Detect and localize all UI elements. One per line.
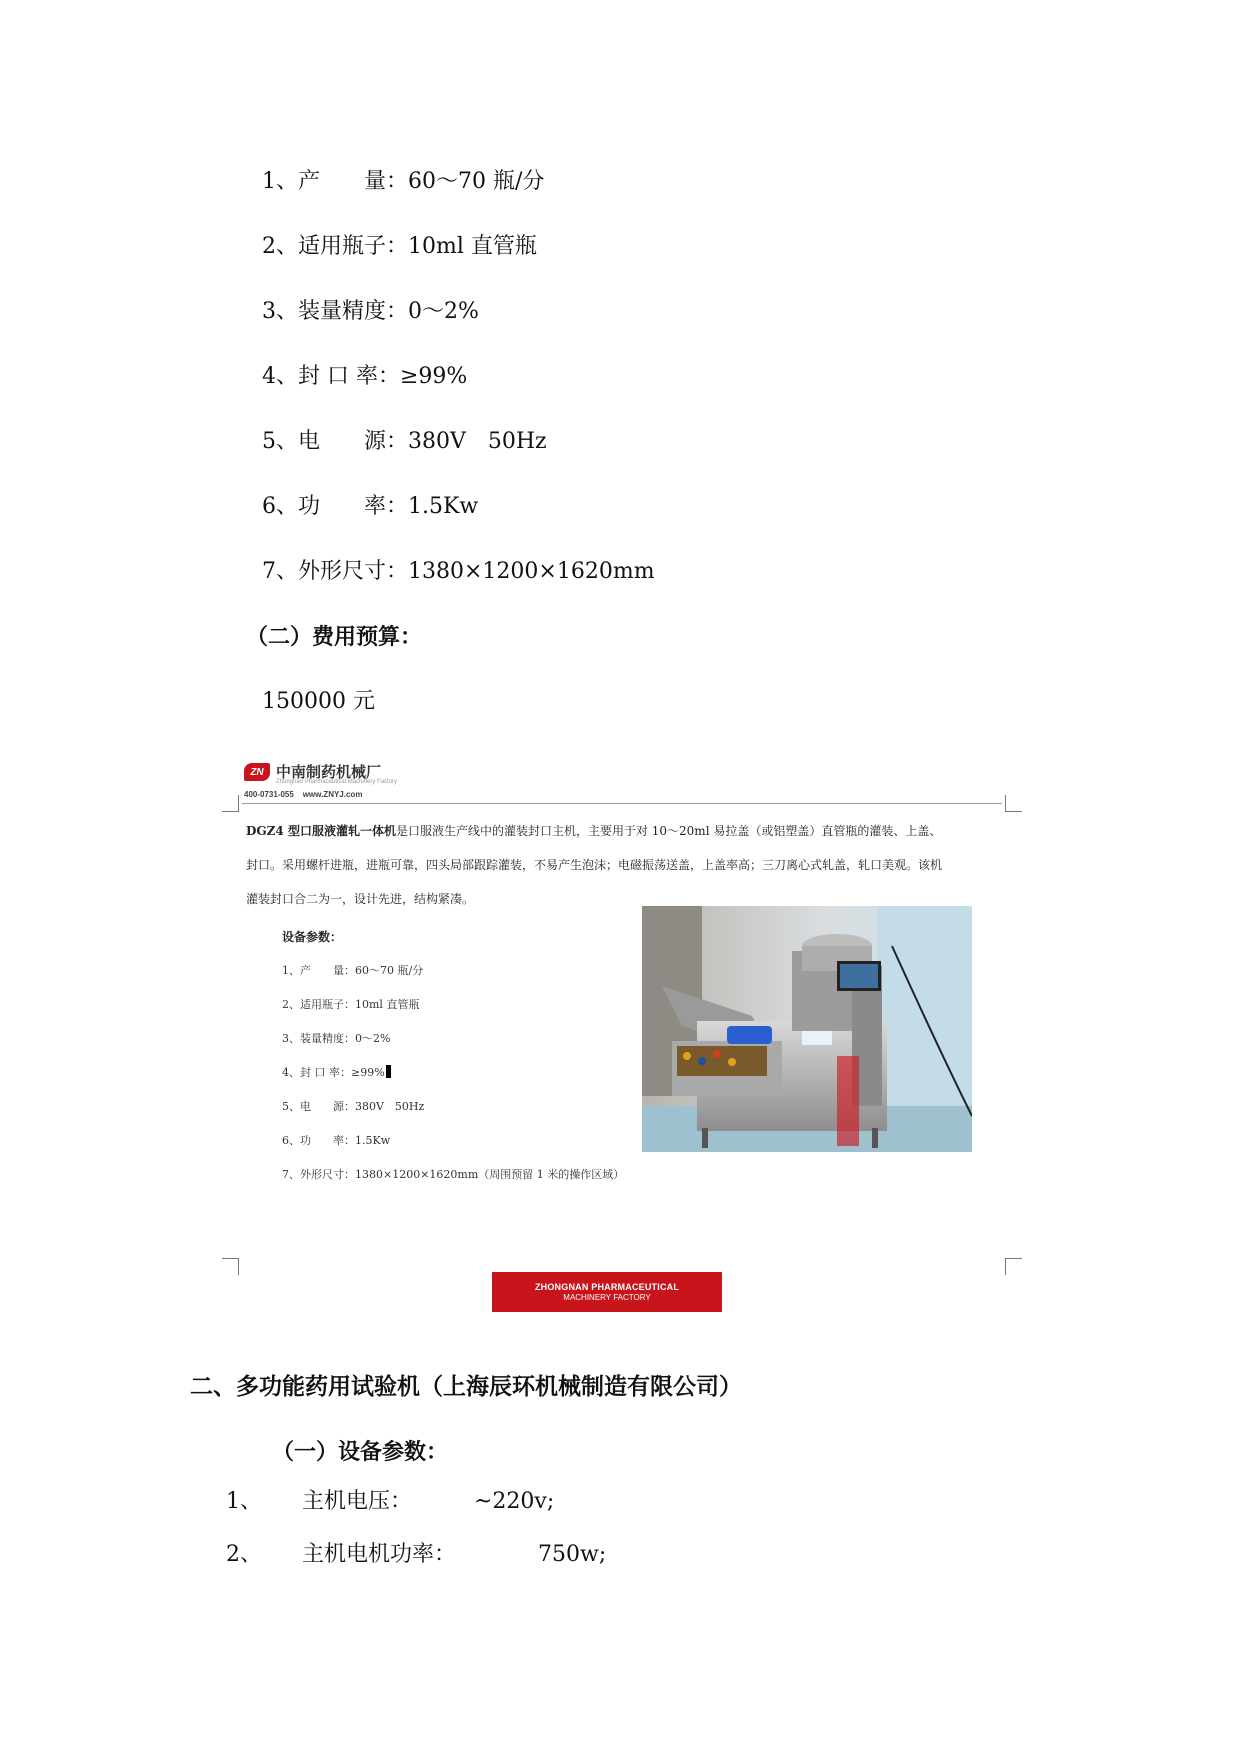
crop-mark xyxy=(1005,1258,1022,1275)
spec-label: 7、外形尺寸： xyxy=(262,559,408,584)
spec-label: 6、功 率： xyxy=(262,494,408,519)
brochure-image xyxy=(222,748,1022,1318)
spec-line-1 xyxy=(262,167,544,197)
param-item: 7、外形尺寸：1380×1200×1620mm（周围预留 1 米的操作区域） xyxy=(282,1168,625,1181)
company-contact: 400-0731-055 www.ZNYJ.com xyxy=(244,790,363,799)
item-label: 主机电机功率： xyxy=(302,1542,457,1567)
spec-line-2 xyxy=(262,232,537,262)
crop-mark xyxy=(1005,795,1022,812)
intro-line-1 xyxy=(246,822,1006,839)
param-item: 5、电 源：380V 50Hz xyxy=(282,1100,425,1113)
spec-value: 0～2% xyxy=(408,299,479,324)
spec-value: 10ml 直管瓶 xyxy=(408,234,537,259)
intro-line-2: 封口。采用螺杆进瓶，进瓶可靠，四头局部跟踪灌装，不易产生泡沫；电磁振荡送盖，上盖率高；三刀离心式轧盖，轧口美观。该机 xyxy=(246,858,943,872)
spec-label: 5、电 源： xyxy=(262,429,408,454)
spec-value: 60～70 瓶/分 xyxy=(408,169,545,194)
intro-line-3: 灌装封口合二为一，设计先进，结构紧凑。 xyxy=(246,892,475,906)
param-item: 3、装量精度：0～2% xyxy=(282,1032,391,1045)
param-item: 2、适用瓶子：10ml 直管瓶 xyxy=(282,998,420,1011)
spec-line-7 xyxy=(262,557,655,587)
spec-label: 4、封 口 率： xyxy=(262,364,400,389)
machine-photo xyxy=(642,906,972,1152)
spec-line-4 xyxy=(262,362,467,392)
spec-value: 1380×1200×1620mm xyxy=(408,559,655,584)
header-divider xyxy=(242,803,1002,804)
param-text: 4、封 口 率：≥99% xyxy=(282,1066,385,1079)
section2-subheading: （一）设备参数： xyxy=(272,1439,449,1465)
company-name: 中南制药机械厂 xyxy=(276,763,382,781)
spec-label: 2、适用瓶子： xyxy=(262,234,408,259)
item-number: 1、 xyxy=(226,1489,262,1514)
footer-line-1: ZHONGNAN PHARMACEUTICAL xyxy=(534,1282,680,1292)
params-title: 设备参数： xyxy=(282,930,343,944)
param-item xyxy=(282,1064,391,1080)
text-cursor xyxy=(386,1065,391,1078)
param-item: 1、产 量：60～70 瓶/分 xyxy=(282,964,424,977)
company-logo-icon: ZN xyxy=(244,763,270,781)
spec-value: 380V 50Hz xyxy=(408,429,547,454)
spec-line-5 xyxy=(262,427,547,457)
param-item: 6、功 率：1.5Kw xyxy=(282,1134,391,1147)
section2-heading: 二、多功能药用试验机（上海辰环机械制造有限公司） xyxy=(190,1373,742,1400)
budget-amount: 150000 元 xyxy=(262,689,375,714)
intro-text: 是口服液生产线中的灌装封口主机，主要用于对 10～20ml 易拉盖（或铝塑盖）直管瓶的灌装、上盖、 xyxy=(395,824,942,838)
spec-value: 1.5Kw xyxy=(408,494,479,519)
footer-line-2: MACHINERY FACTORY xyxy=(563,1293,651,1302)
item-number: 2、 xyxy=(226,1542,262,1567)
spec-label: 3、装量精度： xyxy=(262,299,408,324)
item-label: 主机电压： xyxy=(302,1489,413,1514)
product-name: DGZ4 型口服液灌轧一体机 xyxy=(246,824,396,838)
item-value: ~220v; xyxy=(474,1489,555,1514)
company-name-en: Zhongnan Pharmaceutical Machinery Factory xyxy=(276,779,398,785)
spec-line-3 xyxy=(262,297,479,327)
budget-heading: （二）费用预算： xyxy=(246,624,423,650)
spec-value: ≥99% xyxy=(399,364,468,389)
crop-mark xyxy=(222,795,239,812)
item-value: 750w; xyxy=(538,1542,607,1567)
spec-label: 1、产 量： xyxy=(262,169,408,194)
crop-mark xyxy=(222,1258,239,1275)
spec-line-6 xyxy=(262,492,478,522)
brochure-footer-banner xyxy=(492,1272,722,1312)
